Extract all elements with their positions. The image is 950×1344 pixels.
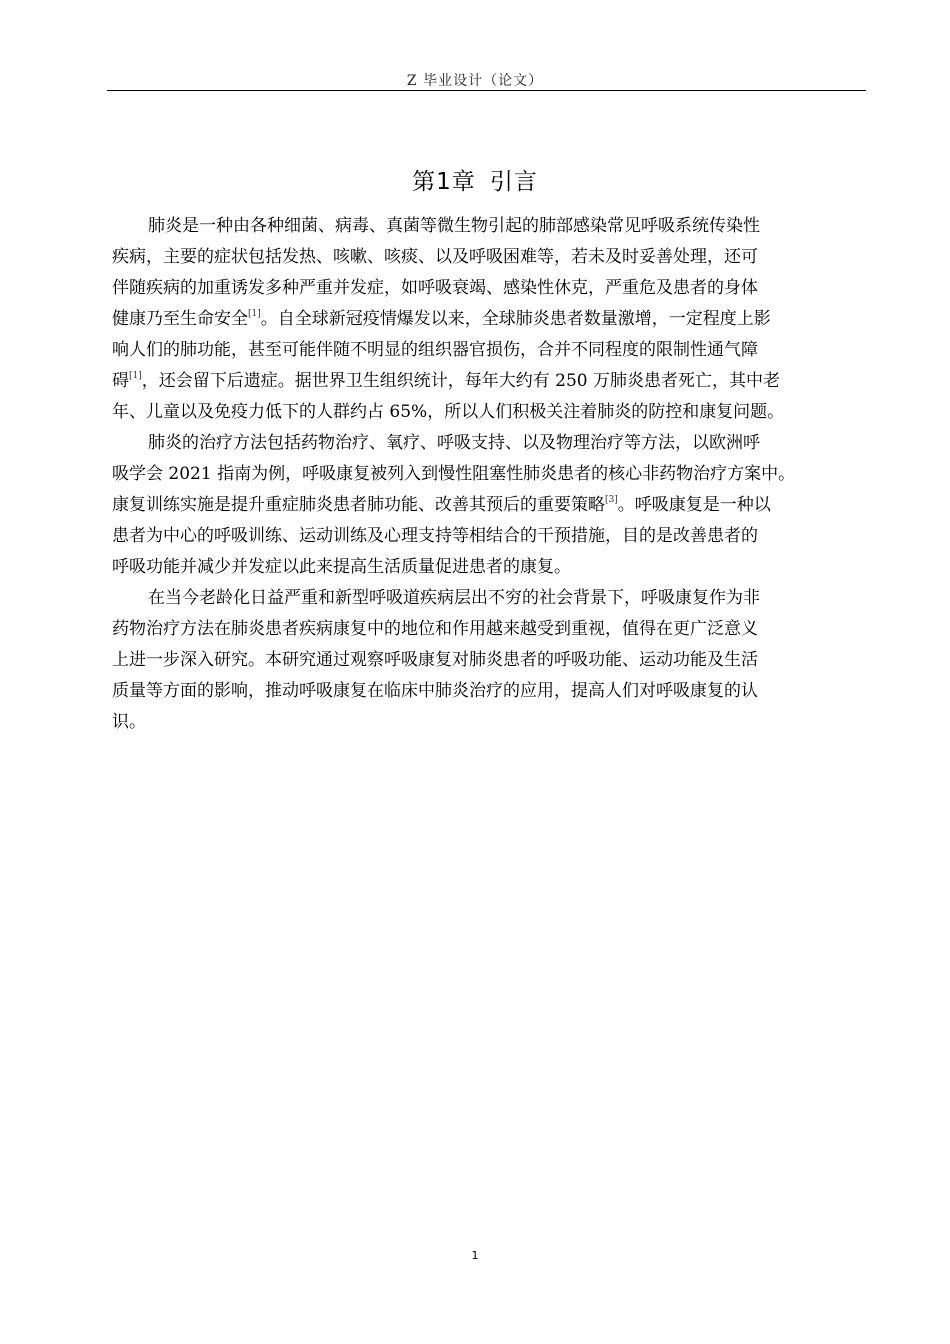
text-line: 上进一步深入研究。本研究通过观察呼吸康复对肺炎患者的呼吸功能、运动功能及生活: [112, 650, 758, 670]
text-line: [112, 490, 862, 521]
text-line: 响人们的肺功能，甚至可能伴随不明显的组织器官损伤，合并不同程度的限制性通气障: [112, 340, 758, 360]
chapter-heading-text: 引言: [489, 169, 538, 196]
paragraph: [112, 211, 862, 428]
text-line: 识。: [112, 712, 146, 732]
text-line: [112, 366, 862, 397]
text-segment: 碍: [112, 371, 129, 391]
text-line: 质量等方面的影响，推动呼吸康复在临床中肺炎治疗的应用，提高人们对呼吸康复的认: [112, 681, 758, 701]
text-segment: 。自全球新冠疫情爆发以来，全球肺炎患者数量激增，一定程度上影: [260, 309, 771, 329]
header-divider: [107, 90, 866, 91]
text-line: 药物治疗方法在肺炎患者疾病康复中的地位和作用越来越受到重视，值得在更广泛意义: [112, 619, 758, 639]
text-segment: 。呼吸康复是一种以: [617, 495, 771, 515]
text-line: 在当今老龄化日益严重和新型呼吸道疾病层出不穷的社会背景下，呼吸康复作为非: [148, 588, 760, 608]
text-line: 吸学会 2021 指南为例，呼吸康复被列入到慢性阻塞性肺炎患者的核心非药物治疗方案中。: [112, 464, 796, 484]
citation-ref[interactable]: [1]: [248, 309, 261, 319]
text-line: 年、儿童以及免疫力低下的人群约占 65%，所以人们积极关注着肺炎的防控和康复问题。: [112, 402, 785, 422]
running-header: Z 毕业设计（论文）: [406, 73, 544, 89]
text-line: 患者为中心的呼吸训练、运动训练及心理支持等相结合的干预措施，目的是改善患者的: [112, 526, 758, 546]
text-line: 疾病，主要的症状包括发热、咳嗽、咳痰、以及呼吸困难等，若未及时妥善处理，还可: [112, 247, 758, 267]
text-line: 伴随疾病的加重诱发多种严重并发症，如呼吸衰竭、感染性休克，严重危及患者的身体: [112, 278, 758, 298]
paragraph: [112, 428, 862, 583]
chapter-body: [112, 211, 862, 738]
text-segment: 健康乃至生命安全: [112, 309, 248, 329]
text-line: 呼吸功能并减少并发症以此来提高生活质量促进患者的康复。: [112, 557, 571, 577]
page-number: 1: [471, 1249, 479, 1262]
chapter-title: [0, 163, 950, 196]
text-line: 肺炎是一种由各种细菌、病毒、真菌等微生物引起的肺部感染常见呼吸系统传染性: [148, 216, 760, 236]
text-line: [112, 304, 862, 335]
paragraph: [112, 583, 862, 738]
citation-ref[interactable]: [1]: [129, 371, 142, 381]
text-segment: 康复训练实施是提升重症肺炎患者肺功能、改善其预后的重要策略: [112, 495, 605, 515]
text-segment: ，还会留下后遗症。据世界卫生组织统计，每年大约有 250 万肺炎患者死亡，其中老: [141, 371, 781, 391]
text-line: 肺炎的治疗方法包括药物治疗、氧疗、呼吸支持、以及物理治疗等方法，以欧洲呼: [148, 433, 760, 453]
citation-ref[interactable]: [3]: [605, 495, 618, 505]
chapter-number: 第1章: [412, 169, 476, 196]
